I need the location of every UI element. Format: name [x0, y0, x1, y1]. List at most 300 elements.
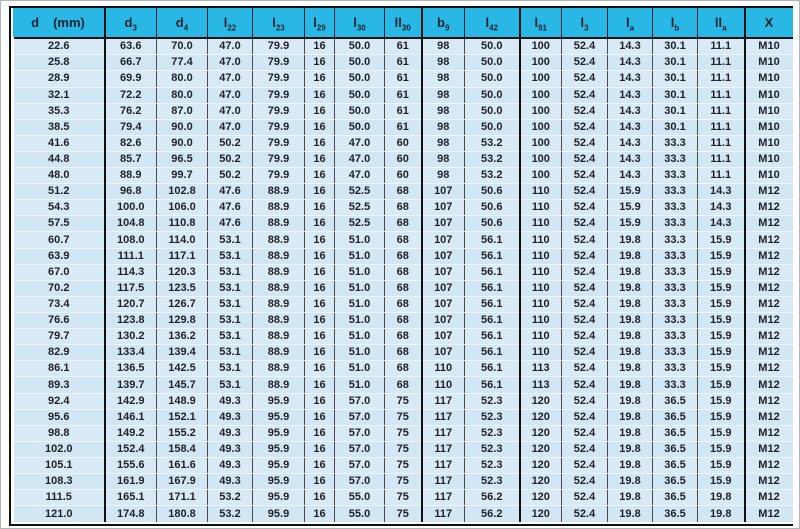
table-cell: 53.1: [208, 377, 253, 393]
table-cell: 14.3: [608, 87, 653, 103]
table-cell: 30.1: [653, 87, 698, 103]
table-cell: 51.0: [335, 296, 385, 312]
table-cell: 52.4: [562, 87, 608, 103]
table-cell: 80.0: [157, 71, 208, 87]
table-cell: 28.9: [13, 71, 105, 87]
table-cell: 52.3: [465, 393, 520, 409]
table-cell: 88.9: [253, 345, 305, 361]
table-cell: 79.9: [253, 103, 305, 119]
table-cell: 50.0: [465, 119, 520, 135]
table-cell: 98: [422, 119, 465, 135]
table-cell: M10: [745, 119, 793, 135]
table-cell: 49.3: [208, 393, 253, 409]
table-cell: 30.1: [653, 103, 698, 119]
table-cell: 155.2: [157, 425, 208, 441]
table-cell: 11.1: [698, 71, 745, 87]
table-cell: 121.0: [13, 506, 105, 523]
table-cell: 68: [385, 264, 422, 280]
header-subscript: 23: [275, 23, 285, 33]
header-base-label: ll: [714, 15, 723, 30]
table-cell: 14.3: [608, 103, 653, 119]
table-cell: 95.9: [253, 458, 305, 474]
table-cell: 11.1: [698, 87, 745, 103]
table-cell: 117: [422, 458, 465, 474]
table-cell: 107: [422, 296, 465, 312]
table-cell: 52.3: [465, 458, 520, 474]
table-cell: 88.9: [253, 232, 305, 248]
table-cell: 117: [422, 425, 465, 441]
table-cell: 36.5: [653, 393, 698, 409]
table-cell: 19.8: [608, 506, 653, 523]
table-cell: 16: [305, 184, 335, 200]
table-cell: 33.3: [653, 345, 698, 361]
table-cell: 36.5: [653, 490, 698, 506]
table-cell: 19.8: [608, 345, 653, 361]
table-cell: 49.3: [208, 409, 253, 425]
table-cell: 53.2: [208, 506, 253, 523]
table-cell: 14.3: [608, 135, 653, 151]
header-subscript: a: [629, 23, 635, 33]
table-row: [13, 248, 793, 264]
table-cell: 56.2: [465, 490, 520, 506]
table-cell: 68: [385, 313, 422, 329]
table-cell: M12: [745, 377, 793, 393]
table-cell: 90.0: [157, 119, 208, 135]
table-cell: 19.8: [608, 474, 653, 490]
table-cell: 52.5: [335, 184, 385, 200]
table-cell: 161.6: [157, 458, 208, 474]
header-subscript: 42: [489, 23, 499, 33]
table-cell: 104.8: [105, 216, 157, 232]
table-row: [13, 232, 793, 248]
table-cell: 52.4: [562, 216, 608, 232]
table-cell: 98: [422, 38, 465, 55]
table-cell: 49.3: [208, 441, 253, 457]
table-cell: 16: [305, 474, 335, 490]
table-cell: 33.3: [653, 151, 698, 167]
table-cell: 50.0: [335, 55, 385, 71]
table-cell: 47.0: [208, 55, 253, 71]
table-cell: 53.1: [208, 313, 253, 329]
table-cell: 16: [305, 490, 335, 506]
table-cell: 98: [422, 71, 465, 87]
table-row: [13, 38, 793, 55]
table-cell: 33.3: [653, 135, 698, 151]
table-cell: 95.9: [253, 425, 305, 441]
table-cell: 100: [520, 151, 562, 167]
table-cell: 88.9: [253, 216, 305, 232]
table-cell: 61: [385, 38, 422, 55]
table-cell: 79.9: [253, 168, 305, 184]
table-cell: 50.2: [208, 151, 253, 167]
table-cell: 16: [305, 151, 335, 167]
table-cell: 52.4: [562, 490, 608, 506]
table-cell: 88.9: [253, 280, 305, 296]
table-cell: 100: [520, 135, 562, 151]
table-cell: 36.5: [653, 506, 698, 523]
table-cell: 80.0: [157, 87, 208, 103]
table-cell: 33.3: [653, 377, 698, 393]
table-cell: 148.9: [157, 393, 208, 409]
column-header-d: [13, 8, 105, 38]
table-cell: 79.9: [253, 87, 305, 103]
table-cell: 16: [305, 393, 335, 409]
table-cell: M12: [745, 409, 793, 425]
table-cell: 117: [422, 409, 465, 425]
table-cell: 100: [520, 87, 562, 103]
table-cell: 16: [305, 38, 335, 55]
table-cell: 100: [520, 103, 562, 119]
table-cell: 120: [520, 409, 562, 425]
table-cell: 36.5: [653, 409, 698, 425]
table-cell: 56.1: [465, 248, 520, 264]
table-cell: 14.3: [608, 38, 653, 55]
header-subscript: 4: [183, 23, 189, 33]
table-cell: 16: [305, 87, 335, 103]
table-cell: M12: [745, 280, 793, 296]
table-cell: 47.0: [208, 87, 253, 103]
column-header-l42: [465, 8, 520, 38]
table-cell: M12: [745, 361, 793, 377]
table-cell: 108.3: [13, 474, 105, 490]
table-cell: 47.0: [208, 71, 253, 87]
table-cell: 107: [422, 248, 465, 264]
table-cell: 16: [305, 506, 335, 523]
table-cell: 98: [422, 168, 465, 184]
table-cell: 57.0: [335, 458, 385, 474]
table-cell: 36.5: [653, 474, 698, 490]
table-cell: 15.9: [698, 329, 745, 345]
table-cell: 16: [305, 232, 335, 248]
table-cell: 52.4: [562, 119, 608, 135]
table-cell: 110: [520, 200, 562, 216]
table-cell: 146.1: [105, 409, 157, 425]
table-cell: 56.1: [465, 361, 520, 377]
table-cell: 33.3: [653, 168, 698, 184]
table-cell: 106.0: [157, 200, 208, 216]
table-cell: 95.9: [253, 474, 305, 490]
table-cell: 52.4: [562, 200, 608, 216]
table-cell: 117.1: [157, 248, 208, 264]
table-cell: 19.8: [608, 458, 653, 474]
table-cell: 161.9: [105, 474, 157, 490]
table-cell: 15.9: [698, 458, 745, 474]
table-cell: 47.6: [208, 216, 253, 232]
header-subscript: 9: [445, 23, 450, 33]
table-cell: 16: [305, 345, 335, 361]
table-cell: 55.0: [335, 490, 385, 506]
table-cell: 75: [385, 393, 422, 409]
table-cell: 52.3: [465, 425, 520, 441]
table-cell: 88.9: [253, 184, 305, 200]
table-cell: 14.3: [608, 168, 653, 184]
table-cell: 52.4: [562, 38, 608, 55]
table-cell: 15.9: [608, 184, 653, 200]
table-cell: 63.9: [13, 248, 105, 264]
table-cell: 96.8: [105, 184, 157, 200]
table-cell: 16: [305, 216, 335, 232]
table-cell: 136.2: [157, 329, 208, 345]
table-cell: 15.9: [698, 425, 745, 441]
table-cell: 53.1: [208, 345, 253, 361]
table-cell: 145.7: [157, 377, 208, 393]
table-cell: 68: [385, 200, 422, 216]
table-cell: 68: [385, 184, 422, 200]
header-subscript: 29: [316, 23, 326, 33]
table-cell: 120: [520, 474, 562, 490]
table-cell: 15.9: [698, 248, 745, 264]
table-cell: 50.0: [335, 103, 385, 119]
table-cell: 33.3: [653, 313, 698, 329]
table-cell: 11.1: [698, 135, 745, 151]
table-cell: 63.6: [105, 38, 157, 55]
table-cell: 68: [385, 329, 422, 345]
table-cell: M10: [745, 103, 793, 119]
table-cell: 48.0: [13, 168, 105, 184]
table-cell: 49.3: [208, 474, 253, 490]
table-cell: 47.0: [208, 103, 253, 119]
table-cell: 52.4: [562, 71, 608, 87]
table-cell: 120: [520, 393, 562, 409]
table-cell: 52.4: [562, 232, 608, 248]
table-cell: 57.0: [335, 409, 385, 425]
table-cell: M10: [745, 168, 793, 184]
table-cell: 113: [520, 361, 562, 377]
table-cell: 52.4: [562, 55, 608, 71]
table-cell: 35.3: [13, 103, 105, 119]
table-cell: 100: [520, 168, 562, 184]
table-cell: 174.8: [105, 506, 157, 523]
header-base-label: l: [313, 15, 317, 30]
table-cell: 56.1: [465, 377, 520, 393]
table-row: [13, 361, 793, 377]
table-cell: 56.1: [465, 329, 520, 345]
table-cell: 19.8: [698, 490, 745, 506]
table-cell: 66.7: [105, 55, 157, 71]
table-cell: 51.0: [335, 232, 385, 248]
table-cell: 15.9: [698, 345, 745, 361]
header-subscript: 91: [538, 23, 548, 33]
table-cell: 75: [385, 425, 422, 441]
table-cell: 111.1: [105, 248, 157, 264]
table-cell: 68: [385, 232, 422, 248]
table-cell: 52.3: [465, 474, 520, 490]
table-cell: 165.1: [105, 490, 157, 506]
table-cell: 95.9: [253, 490, 305, 506]
table-cell: 47.0: [208, 38, 253, 55]
table-cell: 123.5: [157, 280, 208, 296]
table-cell: 14.3: [608, 71, 653, 87]
table-cell: 79.9: [253, 119, 305, 135]
table-cell: 123.8: [105, 313, 157, 329]
table-cell: 111.5: [13, 490, 105, 506]
table-row: [13, 296, 793, 312]
column-header-ll30: [385, 8, 422, 38]
table-row: [13, 87, 793, 103]
table-cell: 75: [385, 441, 422, 457]
table-cell: 19.8: [608, 409, 653, 425]
table-cell: 56.2: [465, 506, 520, 523]
table-cell: 95.9: [253, 409, 305, 425]
table-cell: 22.6: [13, 38, 105, 55]
table-cell: 52.3: [465, 441, 520, 457]
table-cell: 87.0: [157, 103, 208, 119]
table-cell: 76.6: [13, 313, 105, 329]
header-unit-label: (mm): [53, 15, 85, 30]
table-cell: 50.0: [335, 119, 385, 135]
table-cell: 98: [422, 55, 465, 71]
table-cell: 19.8: [608, 232, 653, 248]
column-header-l22: [208, 8, 253, 38]
table-cell: 57.5: [13, 216, 105, 232]
table-cell: 136.5: [105, 361, 157, 377]
table-cell: M12: [745, 490, 793, 506]
table-cell: 61: [385, 71, 422, 87]
table-cell: 15.9: [698, 280, 745, 296]
table-cell: M12: [745, 506, 793, 523]
column-header-l23: [253, 8, 305, 38]
table-cell: 60.7: [13, 232, 105, 248]
table-cell: 68: [385, 216, 422, 232]
table-cell: 107: [422, 313, 465, 329]
table-cell: 117: [422, 393, 465, 409]
header-base-label: X: [764, 15, 774, 30]
table-cell: 120.7: [105, 296, 157, 312]
table-cell: 11.1: [698, 119, 745, 135]
table-cell: 107: [422, 329, 465, 345]
table-cell: 73.4: [13, 296, 105, 312]
table-cell: 52.4: [562, 135, 608, 151]
table-cell: 52.5: [335, 216, 385, 232]
table-cell: 50.0: [335, 38, 385, 55]
table-cell: M12: [745, 232, 793, 248]
table-cell: 16: [305, 409, 335, 425]
table-cell: 15.9: [698, 409, 745, 425]
table-cell: 88.9: [253, 361, 305, 377]
table-cell: 50.2: [208, 168, 253, 184]
table-cell: 33.3: [653, 264, 698, 280]
table-cell: 51.0: [335, 313, 385, 329]
table-cell: 98: [422, 151, 465, 167]
table-cell: 120: [520, 490, 562, 506]
table-cell: 108.0: [105, 232, 157, 248]
table-cell: 32.1: [13, 87, 105, 103]
table-cell: 60: [385, 151, 422, 167]
table-cell: 107: [422, 264, 465, 280]
table-cell: 52.4: [562, 151, 608, 167]
table-cell: 51.0: [335, 377, 385, 393]
table-cell: 68: [385, 296, 422, 312]
table-cell: 53.2: [465, 151, 520, 167]
table-cell: 117: [422, 441, 465, 457]
table-cell: 61: [385, 87, 422, 103]
table-cell: 19.8: [608, 313, 653, 329]
table-cell: 52.4: [562, 313, 608, 329]
header-base-label: d: [124, 15, 133, 30]
header-subscript: 22: [227, 23, 237, 33]
table-row: [13, 264, 793, 280]
table-cell: 130.2: [105, 329, 157, 345]
table-cell: 52.5: [335, 200, 385, 216]
table-row: [13, 506, 793, 523]
table-cell: 30.1: [653, 119, 698, 135]
table-cell: 60: [385, 168, 422, 184]
table-cell: M10: [745, 38, 793, 55]
table-cell: 110: [520, 345, 562, 361]
table-cell: 52.4: [562, 248, 608, 264]
table-row: [13, 329, 793, 345]
table-cell: 16: [305, 55, 335, 71]
table-cell: 49.3: [208, 458, 253, 474]
table-cell: 50.0: [465, 71, 520, 87]
table-cell: 75: [385, 474, 422, 490]
table-cell: 16: [305, 313, 335, 329]
table-cell: 19.8: [608, 329, 653, 345]
table-cell: 152.1: [157, 409, 208, 425]
table-cell: 51.0: [335, 264, 385, 280]
table-cell: 53.1: [208, 232, 253, 248]
table-cell: 44.8: [13, 151, 105, 167]
table-cell: 89.3: [13, 377, 105, 393]
table-cell: 47.0: [335, 151, 385, 167]
table-cell: 149.2: [105, 425, 157, 441]
table-cell: M12: [745, 296, 793, 312]
table-cell: 107: [422, 200, 465, 216]
table-cell: 33.3: [653, 248, 698, 264]
header-base-label: l: [353, 15, 357, 30]
table-cell: 105.1: [13, 458, 105, 474]
table-cell: 19.8: [608, 393, 653, 409]
table-cell: 16: [305, 280, 335, 296]
table-cell: 33.3: [653, 361, 698, 377]
table-cell: 15.9: [698, 313, 745, 329]
table-cell: 57.0: [335, 441, 385, 457]
table-cell: 52.4: [562, 329, 608, 345]
table-cell: 15.9: [698, 377, 745, 393]
table-cell: 15.9: [698, 264, 745, 280]
table-cell: 16: [305, 71, 335, 87]
table-cell: 52.4: [562, 409, 608, 425]
column-header-l29: [305, 8, 335, 38]
table-cell: 33.3: [653, 296, 698, 312]
table-cell: 68: [385, 248, 422, 264]
table-cell: 16: [305, 135, 335, 151]
table-cell: 16: [305, 264, 335, 280]
table-cell: 16: [305, 248, 335, 264]
table-cell: 11.1: [698, 38, 745, 55]
table-cell: 110: [520, 184, 562, 200]
table-cell: 56.1: [465, 313, 520, 329]
table-cell: 11.1: [698, 151, 745, 167]
table-cell: 52.4: [562, 280, 608, 296]
table-body: [13, 38, 793, 523]
table-cell: M10: [745, 55, 793, 71]
table-cell: 75: [385, 506, 422, 523]
table-cell: 16: [305, 296, 335, 312]
header-base-label: ll: [394, 15, 402, 30]
table-cell: 52.4: [562, 184, 608, 200]
table-cell: 69.9: [105, 71, 157, 87]
table-row: [13, 216, 793, 232]
table-cell: M12: [745, 345, 793, 361]
table-cell: 79.9: [253, 55, 305, 71]
table-cell: M10: [745, 151, 793, 167]
table-row: [13, 135, 793, 151]
table-cell: 79.9: [253, 135, 305, 151]
table-cell: 15.9: [698, 441, 745, 457]
header-row: [13, 8, 793, 38]
table-cell: 16: [305, 425, 335, 441]
